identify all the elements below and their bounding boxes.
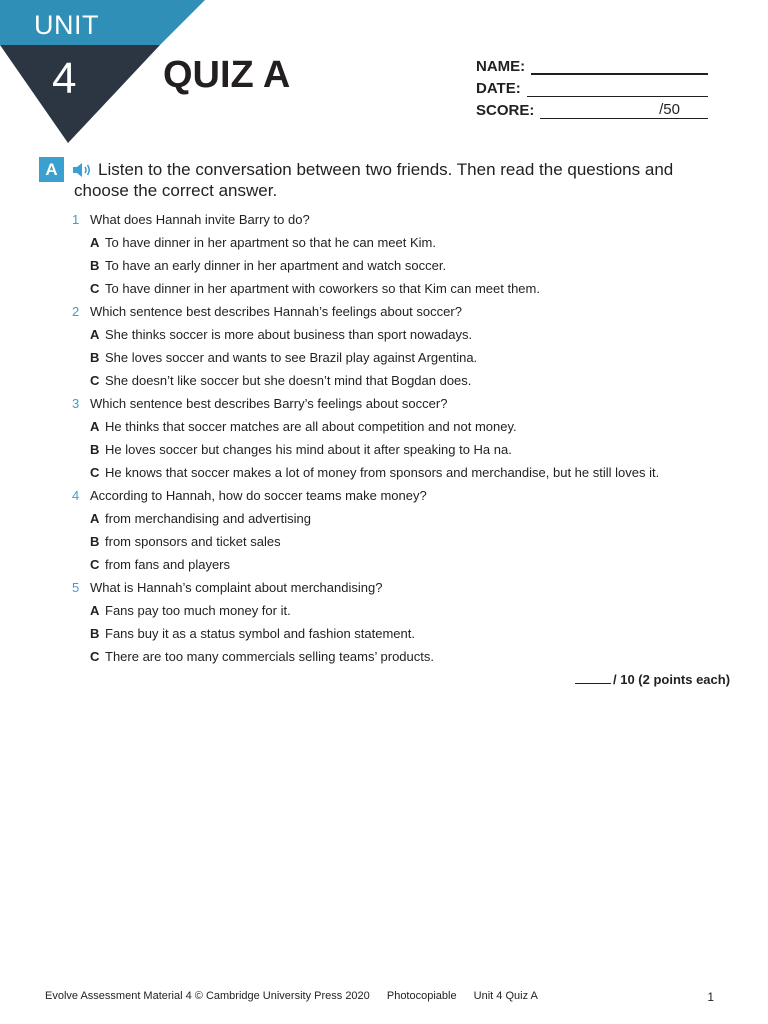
question-1 [72,208,752,300]
student-info [476,53,708,119]
option-text: She loves soccer and wants to see Brazil play against Argentina. [105,350,478,365]
answer-option[interactable] [72,553,752,576]
page-footer [45,990,735,1002]
section-instructions: Listen to the conversation between two friends. Then read the questions and choose the correct answer. [74,160,674,200]
option-text: from fans and players [105,557,231,572]
question-text: According to Hannah, how do soccer teams make money? [90,488,427,503]
option-letter: C [90,281,100,296]
question-number: 1 [72,212,80,227]
date-field[interactable] [527,82,708,97]
date-row [476,75,708,97]
question-stem [72,300,752,323]
option-text: Fans pay too much money for it. [105,603,291,618]
option-text: She thinks soccer is more about business than sport nowadays. [105,327,473,342]
question-4 [72,484,752,576]
question-stem [72,208,752,231]
option-text: There are too many commercials selling teams’ products. [105,649,434,664]
option-letter: B [90,534,100,549]
option-letter: C [90,373,100,388]
option-text: He knows that soccer makes a lot of money from sponsors and merchandise, but he still loves it. [105,465,660,480]
answer-option[interactable] [72,277,752,300]
page-title: QUIZ A [163,54,291,96]
unit-number: 4 [52,54,77,103]
option-letter: A [90,327,100,342]
option-letter: B [90,258,100,273]
option-letter: B [90,350,100,365]
option-text: To have dinner in her apartment with coworkers so that Kim can meet them. [105,281,540,296]
option-text: She doesn’t like soccer but she doesn’t mind that Bogdan does. [105,373,472,388]
option-text: To have dinner in her apartment so that he can meet Kim. [105,235,436,250]
question-number: 3 [72,396,80,411]
option-letter: A [90,419,100,434]
unit-label: UNIT [34,10,99,40]
question-stem [72,576,752,599]
answer-option[interactable] [72,645,752,668]
question-stem [72,392,752,415]
question-5 [72,576,752,668]
option-text: To have an early dinner in her apartment and watch soccer. [105,258,447,273]
option-text: Fans buy it as a status symbol and fashion statement. [105,626,415,641]
question-2 [72,300,752,392]
name-label: NAME: [476,58,526,75]
answer-option[interactable] [72,622,752,645]
answer-option[interactable] [72,254,752,277]
points-blank[interactable] [575,673,611,684]
question-number: 2 [72,304,80,319]
name-row [476,53,708,75]
question-stem [72,484,752,507]
footer-photocopiable: Photocopiable [386,990,457,1002]
question-text: What is Hannah’s complaint about merchandising? [90,580,383,595]
answer-option[interactable] [72,415,752,438]
option-letter: C [90,557,100,572]
option-text: from sponsors and ticket sales [105,534,281,549]
option-letter: C [90,465,100,480]
points-text: / 10 (2 points each) [613,672,731,687]
option-letter: B [90,442,100,457]
score-row [476,97,708,119]
score-field[interactable] [540,101,708,119]
answer-option[interactable] [72,323,752,346]
answer-option[interactable] [72,461,752,484]
answer-option[interactable] [72,507,752,530]
score-label: SCORE: [476,102,535,119]
name-field[interactable] [531,59,708,75]
banner-triangle [0,45,160,143]
banner-top-band [0,0,205,45]
question-list [72,208,752,668]
answer-option[interactable] [72,346,752,369]
option-letter: A [90,235,100,250]
question-number: 5 [72,580,80,595]
section-points [575,672,730,687]
question-number: 4 [72,488,80,503]
answer-option[interactable] [72,438,752,461]
footer-quiz-name: Unit 4 Quiz A [473,990,538,1002]
question-text: What does Hannah invite Barry to do? [90,212,310,227]
answer-option[interactable] [72,530,752,553]
page-number: 1 [707,990,714,1004]
option-text: from merchandising and advertising [105,511,311,526]
question-text: Which sentence best describes Barry’s feelings about soccer? [90,396,448,411]
answer-option[interactable] [72,369,752,392]
option-letter: C [90,649,100,664]
option-letter: B [90,626,100,641]
footer-copyright: Evolve Assessment Material 4 © Cambridge University Press 2020 [45,990,370,1002]
option-text: He loves soccer but changes his mind about it after speaking to Ha na. [105,442,512,457]
question-text: Which sentence best describes Hannah’s feelings about soccer? [90,304,462,319]
option-letter: A [90,511,100,526]
answer-option[interactable] [72,231,752,254]
score-total: /50 [659,101,680,118]
option-letter: A [90,603,100,618]
date-label: DATE: [476,80,521,97]
section-badge: A [39,157,64,182]
answer-option[interactable] [72,599,752,622]
option-text: He thinks that soccer matches are all about competition and not money. [105,419,517,434]
question-3 [72,392,752,484]
